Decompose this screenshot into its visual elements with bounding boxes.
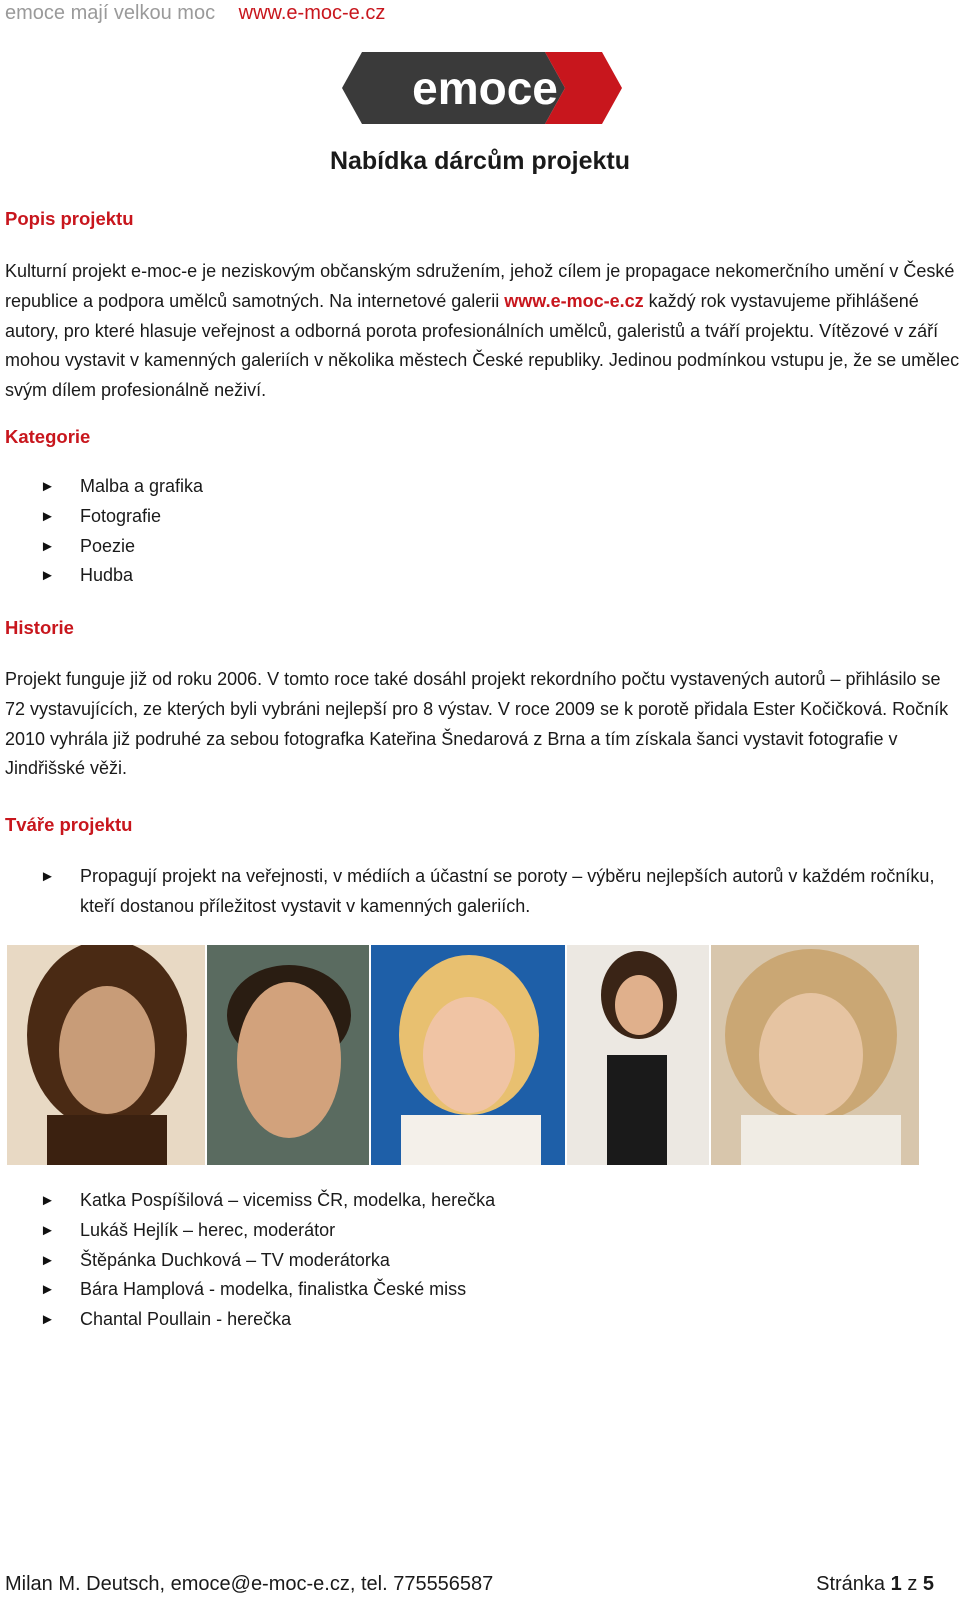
page-title: Nabídka dárcům projektu [329, 147, 631, 175]
list-item [40, 1246, 940, 1276]
bullet-arrow-icon: ► [40, 1192, 55, 1209]
category-label: Hudba [80, 565, 134, 586]
person-label: Lukáš Hejlík – herec, moderátor [80, 1219, 336, 1240]
emoce-logo [340, 52, 630, 124]
portrait-photo-1 [7, 945, 205, 1165]
list-item [40, 472, 940, 502]
faces-intro-list [40, 862, 940, 922]
header-url-link[interactable]: www.e-moc-e.cz [238, 2, 386, 24]
popis-paragraph [5, 257, 960, 406]
person-label: Chantal Poullain - herečka [80, 1309, 292, 1330]
person-label: Katka Pospíšilová – vicemiss ČR, modelka, herečka [80, 1190, 496, 1210]
list-item [40, 1216, 940, 1246]
category-list [40, 472, 940, 591]
page-total: 5 [922, 1573, 934, 1595]
gallery-link[interactable]: www.e-moc-e.cz [504, 290, 644, 311]
list-item [40, 502, 940, 532]
list-item [40, 1275, 940, 1305]
bullet-arrow-icon: ► [40, 1281, 55, 1299]
section-heading-popis: Popis projektu [5, 208, 134, 229]
faces-people-list [40, 1186, 940, 1335]
logo-text: emoce [412, 62, 558, 114]
faces-intro-text: Propagují projekt na veřejnosti, v médiích a účastní se poroty – výběru nejlepších autorů v každém ročníku, kteří dostanou příležitost vystavit v kamenných galeriích. [80, 866, 935, 916]
portrait-photo-5 [711, 945, 919, 1165]
bullet-arrow-icon: ► [40, 868, 55, 885]
bullet-arrow-icon: ► [40, 1221, 55, 1239]
list-item [40, 532, 940, 562]
page-word: Stránka [816, 1573, 886, 1595]
bullet-arrow-icon: ► [40, 478, 55, 495]
popis-text-end: každý rok vystavujeme přihlášené autory, pro které hlasuje veřejnost a odborná porota profesionálních umělců, galeristů a tváří projektu. Vítězové v září mohou vystavit v kamenných galeriích v několika městech České republiky. Jedinou podmínkou vstupu je, že se umělec svým dílem profesionálně neživí. [5, 290, 960, 401]
section-heading-tvare: Tváře projektu [5, 814, 133, 835]
portrait-photo-3 [371, 945, 565, 1165]
bullet-arrow-icon: ► [40, 567, 55, 585]
page-number [816, 1573, 934, 1596]
header-tagline: emoce mají velkou moc [5, 2, 216, 24]
list-item [40, 862, 940, 922]
list-item [40, 1305, 940, 1335]
list-item [40, 1186, 940, 1216]
bullet-arrow-icon: ► [40, 507, 55, 525]
popis-text-start: Kulturní projekt e-moc-e je neziskovým občanským sdružením, jehož cílem je propagace nekomerčního umění v České republice a podpora umělců samotných. Na internetové galerii [5, 261, 955, 311]
footer-contact: Milan M. Deutsch, emoce@e-moc-e.cz, tel. 775556587 [5, 1573, 494, 1595]
page-sep: z [907, 1573, 918, 1595]
person-label: Bára Hamplová - modelka, finalistka České miss [80, 1279, 467, 1300]
list-item [40, 561, 940, 591]
category-label: Fotografie [80, 505, 162, 526]
category-label: Poezie [80, 535, 136, 556]
category-label: Malba a grafika [80, 476, 204, 496]
faces-photo-strip [7, 945, 939, 1165]
section-heading-kategorie: Kategorie [5, 426, 91, 447]
person-label: Štěpánka Duchková – TV moderátorka [80, 1249, 390, 1270]
bullet-arrow-icon: ► [40, 1251, 55, 1269]
section-heading-historie: Historie [5, 617, 74, 638]
historie-paragraph: Projekt funguje již od roku 2006. V tomto roce také dosáhl projekt rekordního počtu vystavených autorů – přihlásilo se 72 vystavujících, ze kterých byli vybráni nejlepší pro 8 výstav. V roce 2009 se k porotě přidala Ester Kočičková. Ročník 2010 vyhrála již podruhé za sebou fotografka Kateřina Šnedarová z Brna a tím získala šanci vystavit fotografie v Jindřišské věži. [5, 669, 949, 779]
bullet-arrow-icon: ► [40, 1311, 55, 1329]
portrait-photo-2 [207, 945, 369, 1165]
page-header [5, 0, 385, 26]
bullet-arrow-icon: ► [40, 537, 55, 555]
portrait-photo-4 [567, 945, 709, 1165]
page-current: 1 [890, 1573, 902, 1595]
